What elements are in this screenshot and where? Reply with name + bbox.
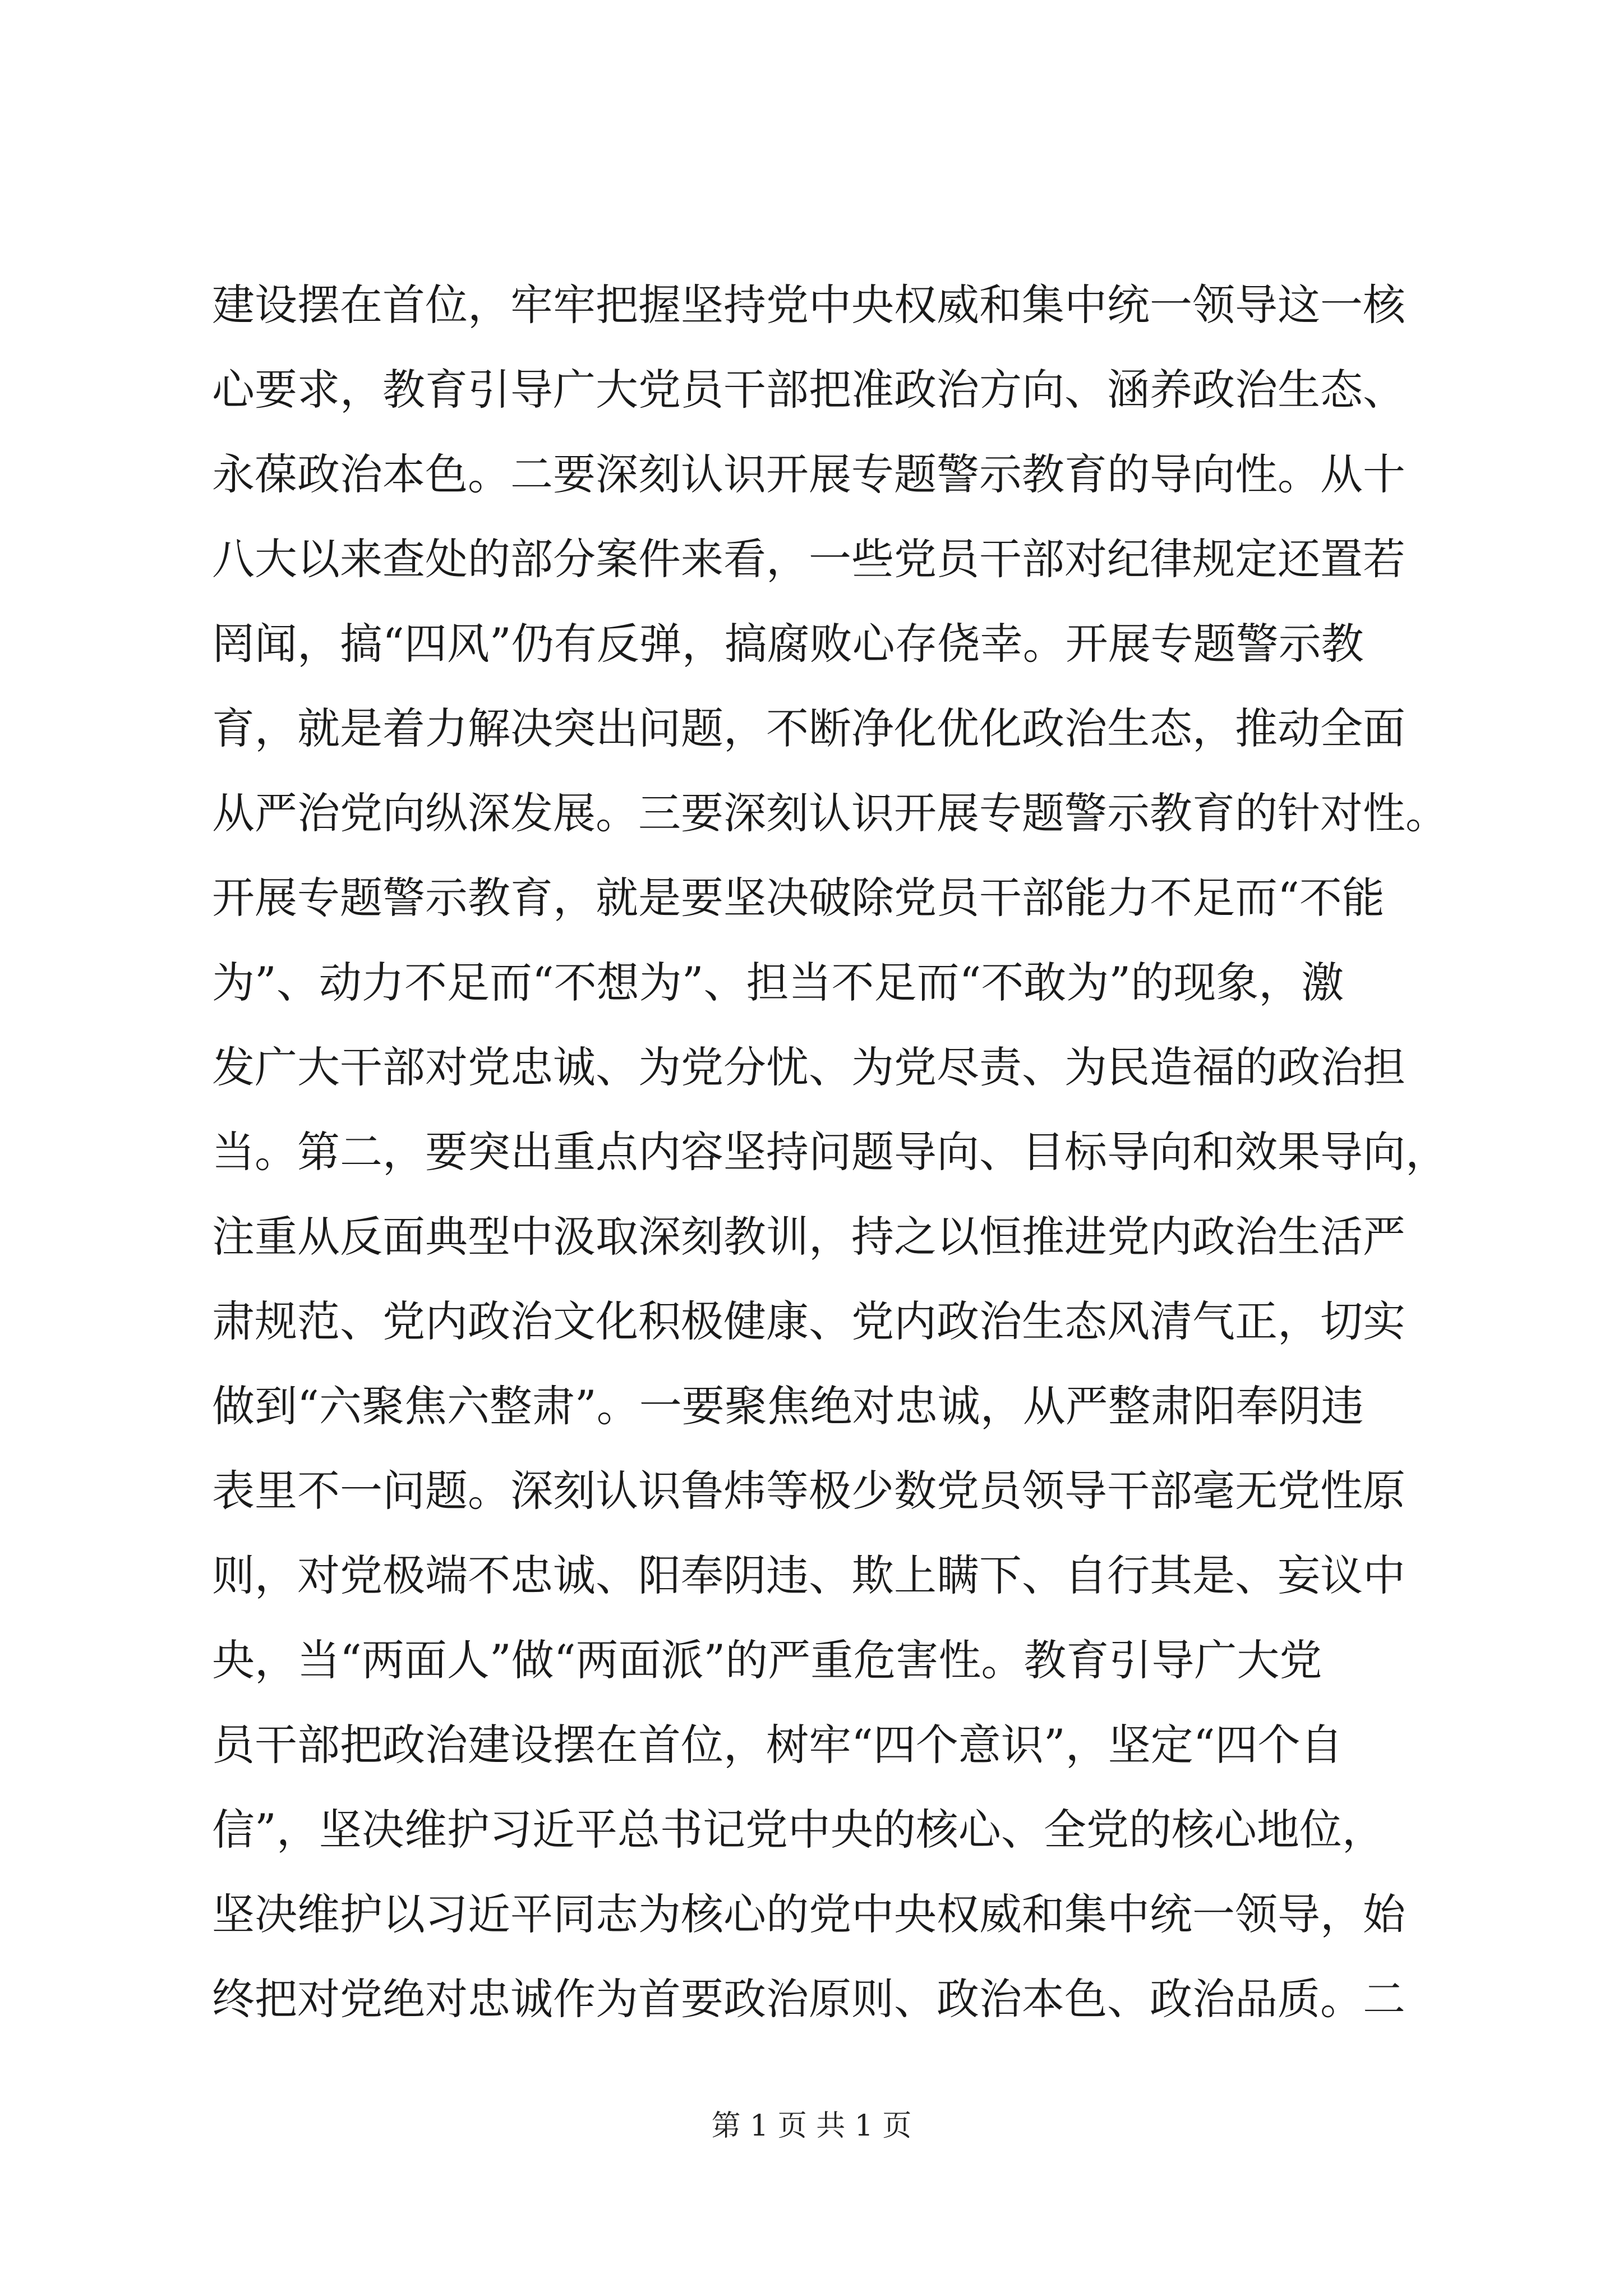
text-line: 终把对党绝对忠诚作为首要政治原则、政治本色、政治品质。二 — [212, 1974, 1405, 2024]
text-line: 为”、动力不足而“不想为”、担当不足而“不敢为”的现象，激 — [212, 958, 1344, 1007]
text-line: 员干部把政治建设摆在首位，树牢“四个意识”，坚定“四个自 — [212, 1720, 1343, 1770]
text-line: 八大以来查处的部分案件来看，一些党员干部对纪律规定还置若 — [212, 534, 1405, 584]
text-line: 当。第二，要突出重点内容坚持问题导向、目标导向和效果导向， — [212, 1127, 1448, 1177]
text-line: 建设摆在首位，牢牢把握坚持党中央权威和集中统一领导这一核 — [212, 280, 1405, 330]
text-line: 肃规范、党内政治文化积极健康、党内政治生态风清气正，切实 — [212, 1296, 1405, 1346]
text-line: 育，就是着力解决突出问题，不断净化优化政治生态，推动全面 — [212, 703, 1405, 753]
text-line: 开展专题警示教育，就是要坚决破除党员干部能力不足而“不能 — [212, 873, 1385, 923]
page-number-footer: 第 1 页 共 1 页 — [711, 2109, 912, 2143]
text-line: 央，当“两面人”做“两面派”的严重危害性。教育引导广大党 — [212, 1635, 1322, 1685]
text-line: 注重从反面典型中汲取深刻教训，持之以恒推进党内政治生活严 — [212, 1212, 1405, 1262]
text-line: 发广大干部对党忠诚、为党分忧、为党尽责、为民造福的政治担 — [212, 1042, 1405, 1092]
text-line: 心要求，教育引导广大党员干部把准政治方向、涵养政治生态、 — [212, 365, 1405, 415]
text-line: 永葆政治本色。二要深刻认识开展专题警示教育的导向性。从十 — [212, 449, 1405, 499]
text-line: 做到“六聚焦六整肃”。一要聚焦绝对忠诚，从严整肃阳奉阴违 — [212, 1381, 1364, 1431]
text-line: 罔闻，搞“四风”仍有反弹，搞腐败心存侥幸。开展专题警示教 — [212, 619, 1364, 669]
text-line: 表里不一问题。深刻认识鲁炜等极少数党员领导干部毫无党性原 — [212, 1466, 1405, 1516]
text-line: 从严治党向纵深发展。三要深刻认识开展专题警示教育的针对性。 — [212, 788, 1448, 838]
text-line: 则，对党极端不忠诚、阳奉阴违、欺上瞒下、自行其是、妄议中 — [212, 1550, 1405, 1600]
text-line: 坚决维护以习近平同志为核心的党中央权威和集中统一领导，始 — [212, 1889, 1405, 1939]
text-line: 信”，坚决维护习近平总书记党中央的核心、全党的核心地位， — [212, 1805, 1385, 1855]
document-body — [212, 263, 1448, 2041]
